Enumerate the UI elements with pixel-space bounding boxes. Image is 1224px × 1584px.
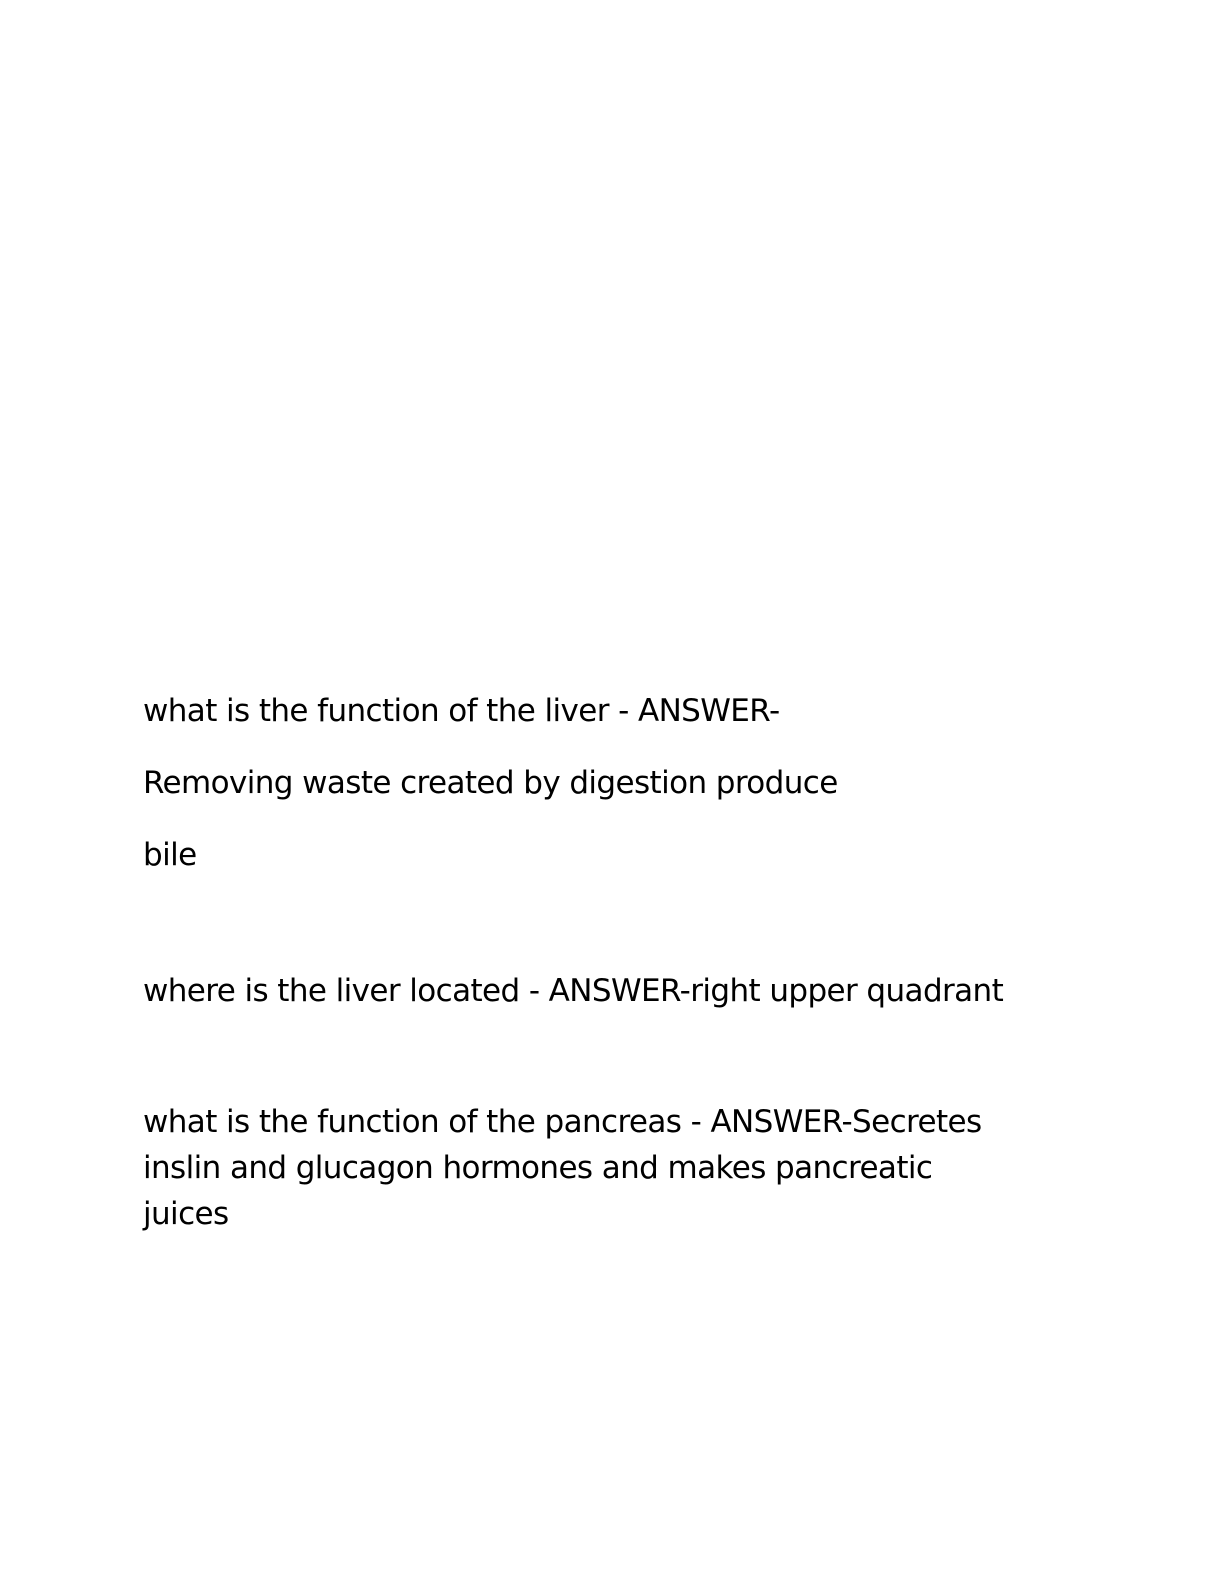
- qa-pancreas-function-line-1: what is the function of the pancreas - ANSWER-Secretes: [143, 1104, 982, 1140]
- qa-liver-location-line-1: where is the liver located - ANSWER-right upper quadrant: [143, 973, 1004, 1009]
- qa-liver-function-line-3: bile: [143, 837, 197, 873]
- qa-pancreas-function-line-3: juices: [143, 1196, 229, 1232]
- qa-pancreas-function-line-2: inslin and glucagon hormones and makes pancreatic: [143, 1150, 933, 1186]
- qa-liver-function-line-2: Removing waste created by digestion produce: [143, 765, 838, 801]
- qa-liver-function-line-1: what is the function of the liver - ANSWER-: [143, 693, 780, 729]
